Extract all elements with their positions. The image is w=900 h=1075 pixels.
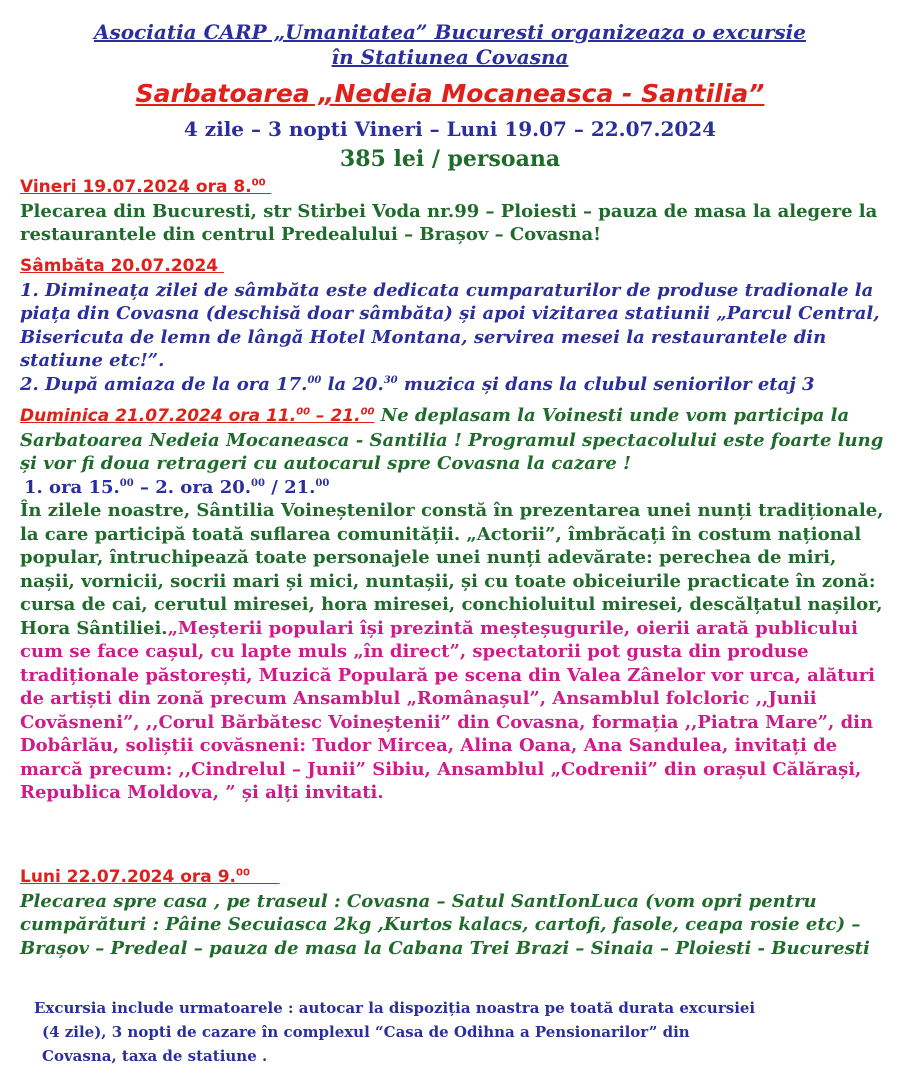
sunday-description: În zilele noastre, Sântilia Voineștenilor constă în prezentarea unei nunți tradiționale, la care participă toată suflarea comunității. „Actorii”, îmbrăcați în costum național popular, întruchipează toate personajele unei nunți adevărate: perechea de miri, nașii, vornicii, socrii mari și mici, nuntașii, și cu toate obiceiurile practicate în zonă: cursa de cai, cerutul miresei, hora miresei, conchioluitul miresei, descălțatul nașilor, Hora Sântiliei.„Meșterii populari își prezintă meșteșugurile, oierii arată publicului cum se face cașul, cu lapte muls „în direct”, spectatorii pot gusta din produse tradiționale păstorești, Muzică Populară pe scena din Valea Zânelor vor urca, alături de artiști din zonă precum Ansamblul „Românașul”, Ansamblul folcloric ,,Junii Covăsneni”, ,,Corul Bărbătesc Voineștenii” din Covasna, formația ,,Piatra Mare”, din Dobârlău, soliștii covăsneni: Tudor Mircea, Alina Oana, Ana Sandulea, invitați de marcă precum: ,,Cindrelul – Junii” Sibiu, Ansamblul „Codrenii” din orașul Călărași, Republica Moldova, ” și alți invitati. bbox=[20, 500, 884, 803]
monday-section bbox=[20, 866, 890, 960]
footer-includes bbox=[34, 996, 884, 1068]
saturday-section bbox=[20, 255, 890, 396]
organizer-line-1: Asociatia CARP „Umanitatea” Bucuresti organizeaza o excursie bbox=[93, 20, 806, 44]
monday-text: Plecarea spre casa , pe traseul : Covasna – Satul SantIonLuca (vom opri pentru cumpărături : Pâine Secuiasca 2kg ,Kurtos kalacs, cartofi, fasole, ceapa rosie etc) – Brașov – Predeal – pauza de masa la Cabana Trei Brazi – Sinaia – Ploiesti - Bucuresti bbox=[20, 890, 870, 959]
friday-heading: Vineri 19.07.2024 ora 8.00 bbox=[20, 177, 266, 197]
saturday-item-1: 1. Dimineața zilei de sâmbăta este dedicata cumparaturilor de produse tradionale la piața din Covasna (deschisă doar sâmbăta) și apoi vizitarea statiunii „Parcul Central, Bisericuta de lemn de lângă Hotel Montana, servirea mesei la restaurantele din statiune etc!”. bbox=[20, 279, 880, 371]
sunday-return-times: 1. ora 15.00 – 2. ora 20.00 / 21.00 bbox=[24, 476, 330, 498]
organizer-line-2: în Statiunea Covasna bbox=[331, 45, 569, 69]
friday-text: Plecarea din Bucuresti, str Stirbei Voda nr.99 – Ploiesti – pauza de masa la alegere la restaurantele din centrul Predealului – Brașov – Covasna! bbox=[20, 200, 878, 245]
festival-title: Sarbatoarea „Nedeia Mocaneasca - Santilia” bbox=[135, 79, 765, 108]
friday-section bbox=[20, 176, 890, 247]
footer-line-3: Covasna, taxa de statiune . bbox=[42, 1047, 268, 1065]
monday-heading: Luni 22.07.2024 ora 9.00 bbox=[20, 867, 250, 887]
sunday-section bbox=[20, 404, 890, 805]
sunday-paragraph: Duminica 21.07.2024 ora 11.00 – 21.00 Ne deplasam la Voinesti unde vom participa la Sarbatoarea Nedeia Mocaneasca - Santilia ! Programul spectacolului este foarte lung și vor fi doua retrageri cu autocarul spre Covasna la cazare ! bbox=[20, 405, 884, 474]
footer-line-2: (4 zile), 3 nopti de cazare în complexul “Casa de Odihna a Pensionarilor” din bbox=[42, 1023, 690, 1041]
trip-price: 385 lei / persoana bbox=[339, 146, 561, 172]
footer-line-1: Excursia include urmatoarele : autocar la dispoziția noastra pe toată durata excursiei bbox=[34, 999, 756, 1017]
sunday-heading: Duminica 21.07.2024 ora 11.00 – 21.00 bbox=[20, 406, 375, 426]
saturday-heading: Sâmbăta 20.07.2024 bbox=[20, 256, 219, 276]
saturday-item-2: 2. După amiaza de la ora 17.00 la 20.30 muzica și dans la clubul seniorilor etaj 3 bbox=[20, 373, 815, 395]
trip-dates: 4 zile – 3 nopti Vineri – Luni 19.07 – 22.07.2024 bbox=[183, 117, 717, 141]
